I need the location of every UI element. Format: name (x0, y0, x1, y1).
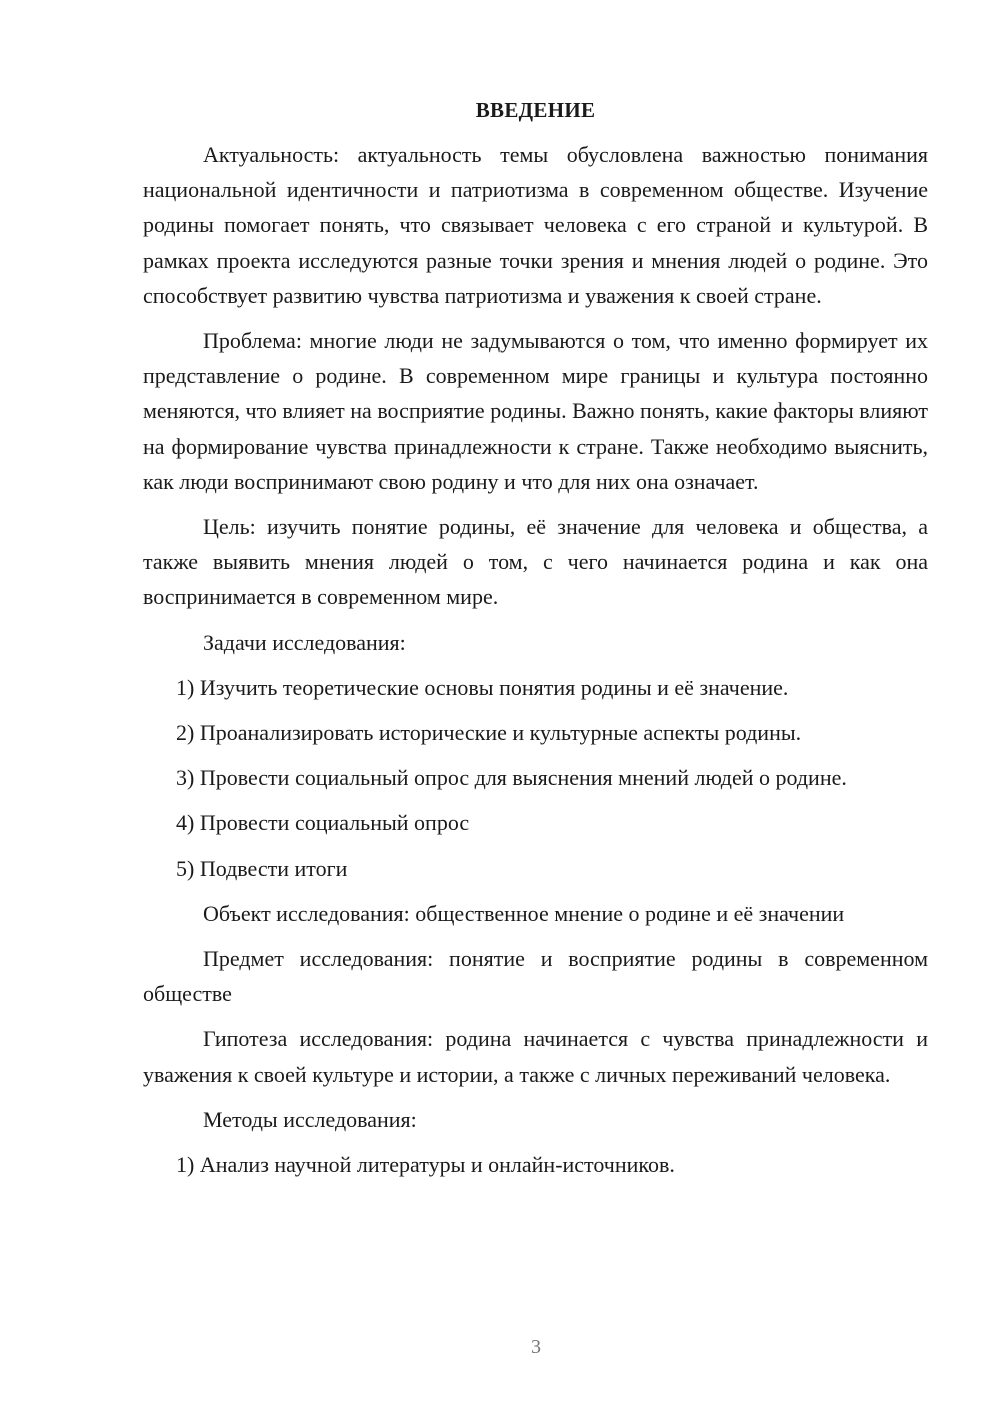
page-number: 3 (531, 1336, 541, 1358)
task-item: 3) Провести социальный опрос для выяснения мнений людей о родине. (176, 765, 847, 791)
relevance-paragraph: Актуальность: актуальность темы обусловлена важностью понимания национальной идентичности и патриотизма в современном обществе. Изучение родины помогает понять, что связывает человека с его страной и культурой. В рамках проекта исследуются разные точки зрения и мнения людей о родине. Это способствует развитию чувства патриотизма и уважения к своей стране. (143, 142, 928, 308)
page-content (143, 95, 928, 1192)
task-item: 4) Провести социальный опрос (176, 810, 470, 836)
methods-title: Методы исследования: (203, 1106, 417, 1132)
task-item: 2) Проанализировать исторические и культурные аспекты родины. (176, 720, 802, 746)
tasks-title: Задачи исследования: (203, 629, 406, 655)
method-item: 1) Анализ научной литературы и онлайн-источников. (176, 1152, 675, 1178)
task-item: 1) Изучить теоретические основы понятия родины и её значение. (176, 674, 789, 700)
subject-paragraph: Предмет исследования: понятие и восприятие родины в современном обществе (143, 946, 928, 1007)
goal-paragraph: Цель: изучить понятие родины, её значение для человека и общества, а также выявить мнения людей о том, с чего начинается родина и как она воспринимается в современном мире. (143, 514, 928, 610)
task-item: 5) Подвести итоги (176, 855, 348, 881)
problem-paragraph: Проблема: многие люди не задумываются о том, что именно формирует их представление о родине. В современном мире границы и культура постоянно меняются, что влияет на восприятие родины. Важно понять, какие факторы влияют на формирование чувства принадлежности к стране. Также необходимо выяснить, как люди воспринимают свою родину и что для них она означает. (143, 328, 928, 494)
object-paragraph: Объект исследования: общественное мнение о родине и её значении (203, 900, 845, 926)
hypothesis-paragraph: Гипотеза исследования: родина начинается с чувства принадлежности и уважения к своей культуре и истории, а также с личных переживаний человека. (143, 1026, 928, 1087)
section-heading: ВВЕДЕНИЕ (475, 98, 596, 122)
